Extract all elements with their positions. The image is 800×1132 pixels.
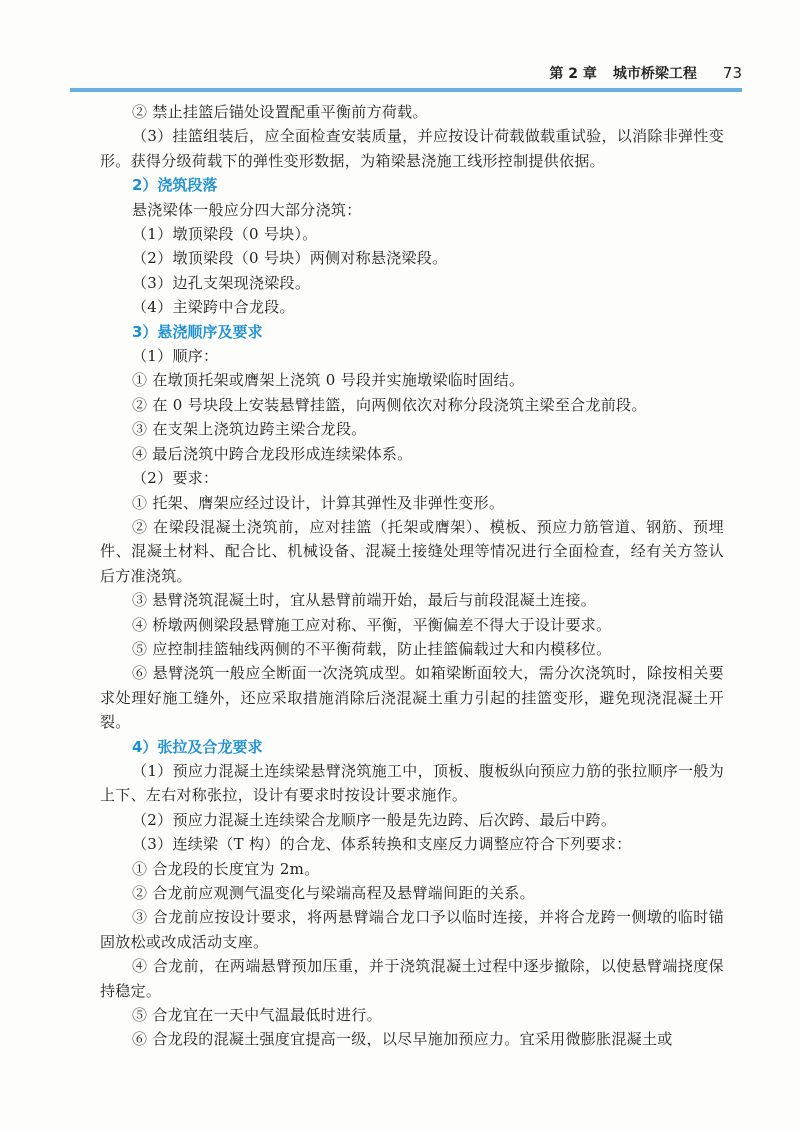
list-item: （3）边孔支架现浇梁段。 [132,273,311,292]
list-item: ② 合龙前应观测气温变化与梁端高程及悬臂端间距的关系。 [132,884,535,902]
list-item: （4）主梁跨中合龙段。 [132,298,295,317]
paragraph: （3）连续梁（T 构）的合龙、体系转换和支座反力调整应符合下列要求： [132,835,632,854]
chapter-title: 城市桥梁工程 [612,66,697,82]
list-item: ⑥ 悬臂浇筑一般应全断面一次浇筑成型。如箱梁断面较大，需分次浇筑时，除按相关要求处理好施工缝外，还应采取措施消除后浇混凝土重力引起的挂篮变形，避免现浇混凝土开裂。 [100,664,724,732]
list-item: ④ 桥墩两侧梁段悬臂施工应对称、平衡，平衡偏差不得大于设计要求。 [132,615,612,634]
list-item: （1）墩顶梁段（0 号块）。 [132,225,318,244]
list-item: ⑥ 合龙段的混凝土强度宜提高一级，以尽早施加预应力。宜采用微膨胀混凝土或 [132,1030,673,1049]
page-body [100,100,724,1052]
section-heading: 2）浇筑段落 [132,176,218,195]
list-item: ① 合龙段的长度宜为 2m。 [132,859,320,878]
list-item: （2）墩顶梁段（0 号块）两侧对称悬浇梁段。 [132,249,448,268]
paragraph: （2）预应力混凝土连续梁合龙顺序一般是先边跨、后次跨、最后中跨。 [132,810,617,829]
list-item: ① 在墩顶托架或膺架上浇筑 0 号段并实施墩梁临时固结。 [132,371,525,390]
paragraph: （1）顺序： [132,347,219,366]
chapter-number: 第 2 章 [549,66,597,82]
paragraph: 悬浇梁体一般应分四大部分浇筑： [132,200,362,219]
list-item: ③ 在支架上浇筑边跨主梁合龙段。 [132,420,367,439]
list-item: ② 在 0 号块段上安装悬臂挂篮，向两侧依次对称分段浇筑主梁至合龙前段。 [132,395,647,414]
paragraph: （2）要求： [132,469,219,488]
list-item: ② 在梁段混凝土浇筑前，应对挂篮（托架或膺架）、模板、预应力筋管道、钢筋、预埋件、混凝土材料、配合比、机械设备、混凝土接缝处理等情况进行全面检查，经有关方签认后方准浇筑。 [100,517,724,585]
list-item: ⑤ 应控制挂篮轴线两侧的不平衡荷载，防止挂篮偏载过大和内模移位。 [132,639,612,658]
list-item: ① 托架、膺架应经过设计，计算其弹性及非弹性变形。 [132,493,505,512]
section-heading: 4）张拉及合龙要求 [132,737,263,756]
header-rule [70,88,742,92]
chapter-info [549,63,697,83]
list-item: ④ 最后浇筑中跨合龙段形成连续梁体系。 [132,444,413,463]
list-item: ⑤ 合龙宜在一天中气温最低时进行。 [132,1006,382,1025]
page-number: 73 [722,64,742,82]
paragraph: ② 禁止挂篮后锚处设置配重平衡前方荷载。 [132,103,428,121]
section-heading: 3）悬浇顺序及要求 [132,322,263,341]
paragraph: （3）挂篮组装后，应全面检查安装质量，并应按设计荷载做载重试验，以消除非弹性变形。获得分级荷载下的弹性变形数据，为箱梁悬浇施工线形控制提供依据。 [100,127,724,170]
paragraph: （1）预应力混凝土连续梁悬臂浇筑施工中，顶板、腹板纵向预应力筋的张拉顺序一般为上下、左右对称张拉，设计有要求时按设计要求施作。 [100,761,724,805]
running-header [70,60,742,86]
list-item: ④ 合龙前，在两端悬臂预加压重，并于浇筑混凝土过程中逐步撤除，以使悬臂端挠度保持稳定。 [100,957,724,1000]
list-item: ③ 悬臂浇筑混凝土时，宜从悬臂前端开始，最后与前段混凝土连接。 [132,591,597,610]
list-item: ③ 合龙前应按设计要求，将两悬臂端合龙口予以临时连接，并将合龙跨一侧墩的临时锚固放松或改成活动支座。 [100,908,724,951]
